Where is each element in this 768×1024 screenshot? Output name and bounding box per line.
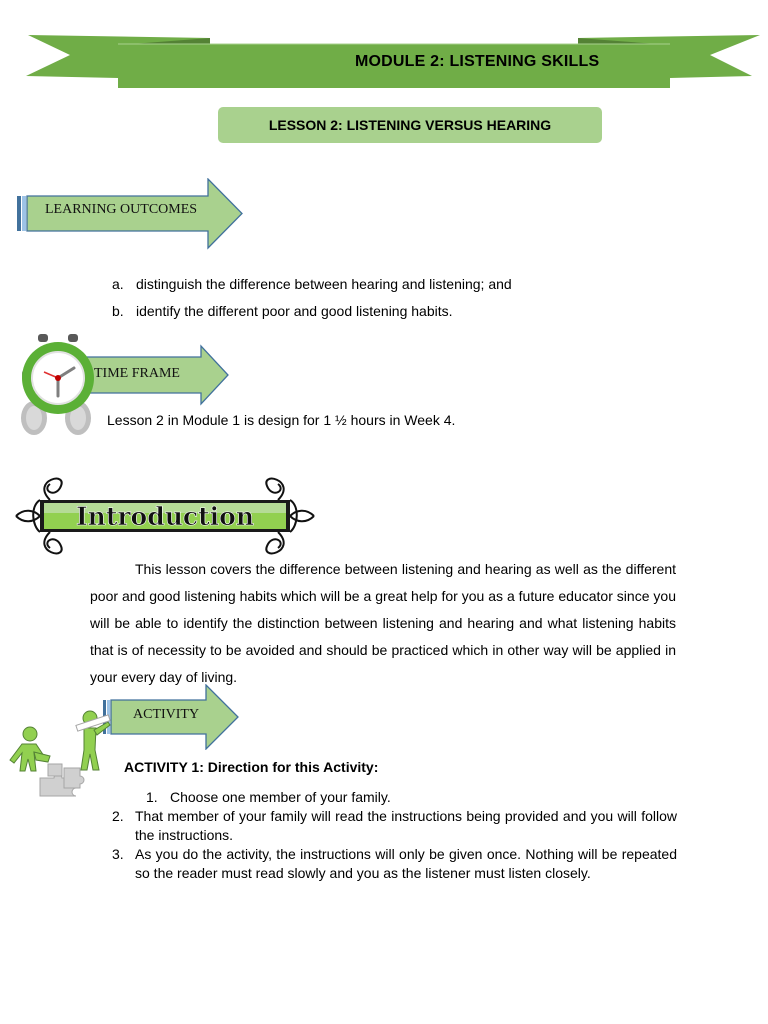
list-text: identify the different poor and good listening habits.	[136, 303, 453, 319]
lesson-title: LESSON 2: LISTENING VERSUS HEARING	[268, 117, 552, 133]
time-frame-text: Lesson 2 in Module 1 is design for 1 ½ hours in Week 4.	[107, 412, 456, 428]
step-text: As you do the activity, the instructions will only be given once. Nothing will be repeated so the reader must read slowly and you as the listener must listen closely.	[135, 846, 677, 881]
introduction-paragraph: This lesson covers the difference between listening and hearing as well as the different poor and good listening habits which will be a great help for you as a future educator since you will be able to identify the distinction between listening and hearing and what listening habits that is of necessity to be avoided and should be practiced which in other way will be applied in your every day of living.	[90, 561, 676, 685]
list-marker: b.	[112, 303, 124, 319]
learning-outcomes-label: LEARNING OUTCOMES	[45, 202, 198, 217]
step-number: 1.	[146, 789, 158, 805]
list-item	[112, 807, 677, 845]
introduction-heading: Introduction	[75, 502, 255, 531]
activity-steps	[112, 788, 677, 883]
lesson-title-box	[218, 107, 602, 143]
list-item	[112, 298, 512, 325]
alarm-clock-icon	[20, 332, 100, 438]
step-number: 2.	[112, 808, 124, 824]
introduction-banner	[10, 470, 320, 562]
list-text: distinguish the difference between hearing and listening; and	[136, 276, 512, 292]
step-number: 3.	[112, 846, 124, 862]
list-marker: a.	[112, 276, 124, 292]
module-banner	[0, 0, 768, 100]
activity-heading: ACTIVITY 1: Direction for this Activity:	[124, 759, 379, 775]
step-text: Choose one member of your family.	[170, 789, 391, 805]
list-item	[146, 788, 677, 807]
list-item	[112, 845, 677, 883]
activity-label: ACTIVITY	[133, 707, 200, 722]
time-frame-label: TIME FRAME	[94, 366, 180, 381]
puzzle-figures-icon	[4, 708, 116, 800]
outcome-list	[112, 271, 512, 325]
module-title: MODULE 2: LISTENING SKILLS	[355, 53, 600, 70]
step-text: That member of your family will read the instructions being provided and you will follow the instructions.	[135, 808, 677, 843]
list-item	[112, 271, 512, 298]
